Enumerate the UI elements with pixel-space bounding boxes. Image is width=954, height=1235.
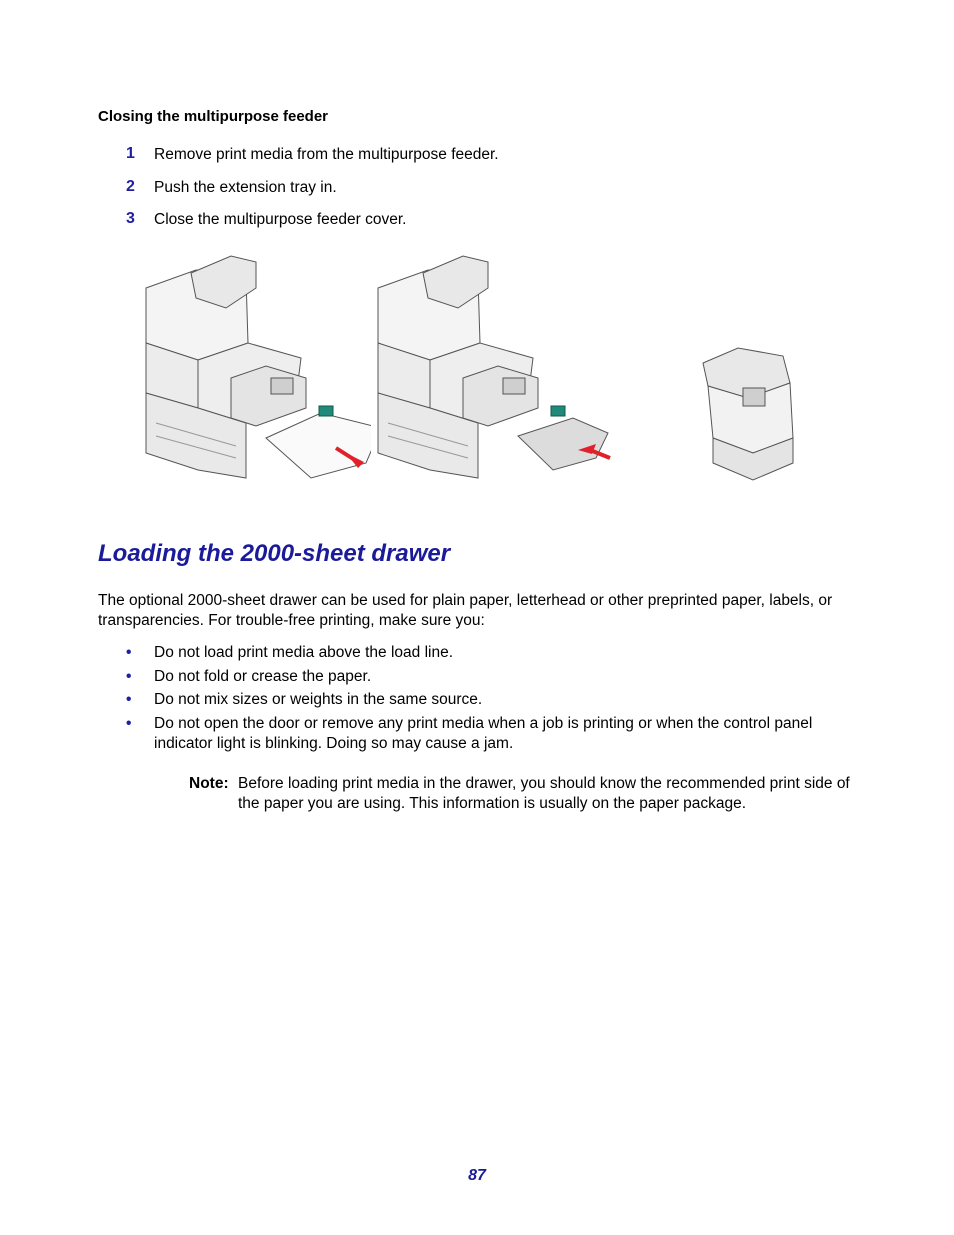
intro-paragraph: The optional 2000-sheet drawer can be used for plain paper, letterhead or other preprinted paper, labels, or transparencies. For trouble-free printing, make sure you: bbox=[98, 592, 833, 629]
illustration-row bbox=[136, 248, 836, 488]
section-title: Loading the 2000-sheet drawer bbox=[98, 540, 451, 567]
step-text: Remove print media from the multipurpose feeder. bbox=[154, 146, 499, 163]
bullet-item bbox=[126, 667, 846, 687]
step-number: 2 bbox=[126, 177, 135, 195]
subheading: Closing the multipurpose feeder bbox=[98, 108, 329, 125]
feeder-cover-closed-illustration bbox=[698, 248, 808, 488]
bullet-item bbox=[126, 690, 846, 710]
note-text: Before loading print media in the drawer, you should know the recommended print side of the paper you are using. This information is usually on the paper package. bbox=[238, 775, 850, 812]
printer-removing-media-illustration bbox=[136, 248, 371, 488]
bullet-list bbox=[126, 643, 846, 757]
printer-pushing-tray-illustration bbox=[368, 248, 613, 488]
bullet-icon: • bbox=[126, 714, 132, 732]
bullet-text: Do not open the door or remove any print media when a job is printing or when the control panel indicator light is blinking. Doing so may cause a jam. bbox=[154, 714, 813, 752]
bullet-text: Do not load print media above the load line. bbox=[154, 644, 454, 661]
bullet-icon: • bbox=[126, 691, 132, 708]
step-number: 3 bbox=[126, 210, 135, 227]
bullet-item bbox=[126, 714, 846, 754]
page-number: 87 bbox=[468, 1167, 486, 1184]
bullet-icon: • bbox=[126, 667, 132, 685]
bullet-text: Do not fold or crease the paper. bbox=[154, 667, 372, 685]
note-label: Note: bbox=[189, 775, 229, 792]
bullet-item bbox=[126, 643, 846, 663]
bullet-icon: • bbox=[126, 644, 132, 661]
step-text: Push the extension tray in. bbox=[154, 178, 337, 196]
bullet-text: Do not mix sizes or weights in the same source. bbox=[154, 691, 483, 708]
step-text: Close the multipurpose feeder cover. bbox=[154, 211, 407, 228]
step-number: 1 bbox=[126, 145, 135, 162]
